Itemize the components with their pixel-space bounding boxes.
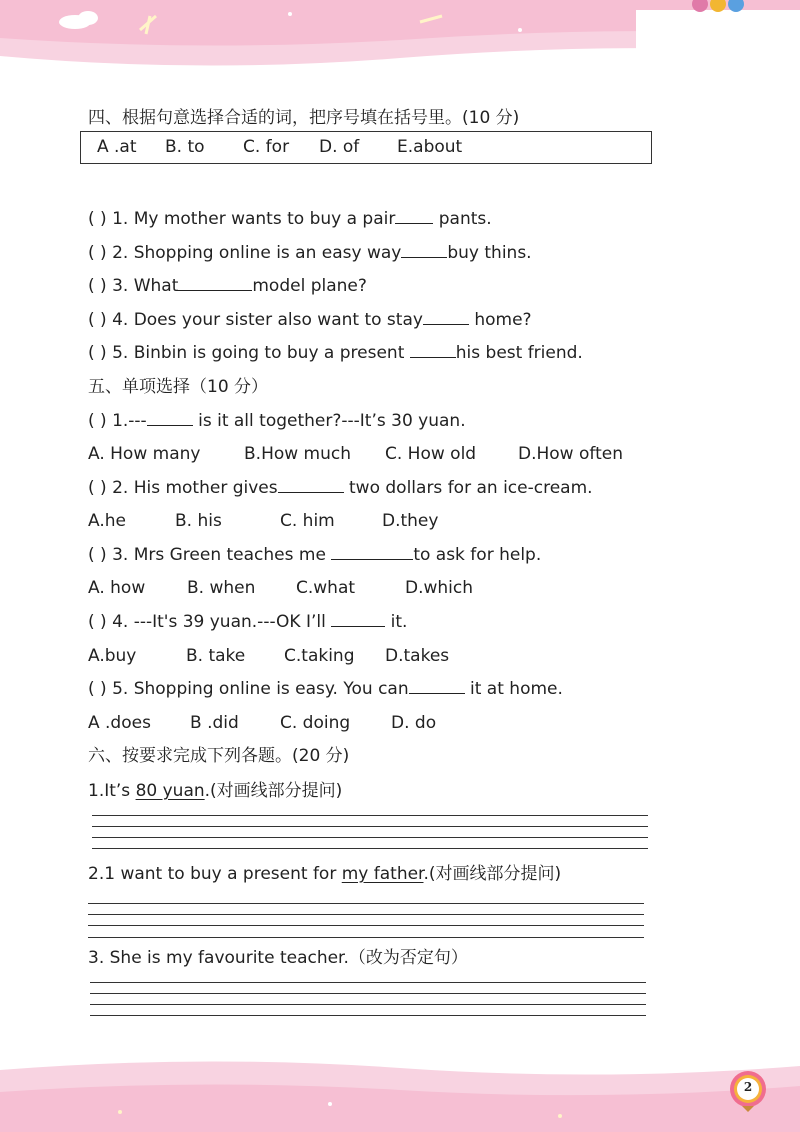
answer-blank[interactable] [147,409,193,426]
s5-q5-choice-c[interactable]: C. doing [280,713,351,733]
answer-line[interactable] [92,837,648,838]
s4-question-1: ( ) 1. My mother wants to buy a pair pants. [88,209,492,229]
s5-q1-choice-a[interactable]: A. How many [88,444,201,464]
answer-line[interactable] [92,848,648,849]
answer-blank[interactable] [395,207,433,224]
s6-question-2: 2.1 want to buy a present for my father.(对画线部分提问) [88,864,562,884]
s5-q3-choice-b[interactable]: B. when [187,578,256,598]
answer-blank[interactable] [401,241,447,258]
underlined-phrase: my father [341,864,424,884]
section5-heading: 五、单项选择（10 分） [88,377,269,397]
section4-heading: 四、根据句意选择合适的词，把序号填在括号里。(10 分) [88,108,520,128]
page-number-badge [726,1069,770,1113]
s5-q3-choice-d[interactable]: D.which [405,578,474,598]
option-d: D. of [319,137,360,157]
s5-q3-choice-c[interactable]: C.what [296,578,356,598]
s5-q5-choice-d[interactable]: D. do [391,713,437,733]
s5-question-4: ( ) 4. ---It's 39 yuan.---OK I’ll it. [88,612,408,632]
s4-question-4: ( ) 4. Does your sister also want to stay home? [88,310,532,330]
answer-line[interactable] [88,903,644,904]
s5-q4-choice-b[interactable]: B. take [186,646,246,666]
answer-line[interactable] [88,937,644,938]
section6-heading: 六、按要求完成下列各题。(20 分) [88,746,350,766]
s5-q1-choice-b[interactable]: B.How much [244,444,352,464]
s5-q4-choice-a[interactable]: A.buy [88,646,137,666]
answer-blank[interactable] [409,677,465,694]
answer-line[interactable] [90,1004,646,1005]
s5-question-5: ( ) 5. Shopping online is easy. You can it at home. [88,679,563,699]
answer-blank[interactable] [178,274,252,291]
s4-question-3: ( ) 3. What model plane? [88,276,367,296]
s5-q2-choice-c[interactable]: C. him [280,511,335,531]
s4-question-2: ( ) 2. Shopping online is an easy way buy thins. [88,243,532,263]
underlined-phrase: 80 yuan [135,781,205,801]
s5-q2-choice-a[interactable]: A.he [88,511,126,531]
answer-line[interactable] [92,826,648,827]
s4-question-5: ( ) 5. Binbin is going to buy a present his best friend. [88,343,583,363]
bottom-decoration [0,1052,800,1132]
answer-blank[interactable] [423,308,469,325]
page-number: 2 [743,1080,753,1094]
top-decoration [0,0,800,80]
s5-question-3: ( ) 3. Mrs Green teaches me to ask for help. [88,545,542,565]
s5-question-1: ( ) 1.--- is it all together?---It’s 30 yuan. [88,411,466,431]
option-a: A .at [97,137,137,157]
s6-question-3: 3. She is my favourite teacher.（改为否定句） [88,948,468,968]
answer-blank[interactable] [278,476,344,493]
s5-question-2: ( ) 2. His mother gives two dollars for an ice-cream. [88,478,593,498]
s5-q4-choice-d[interactable]: D.takes [385,646,450,666]
s5-q3-choice-a[interactable]: A. how [88,578,146,598]
option-e: E.about [397,137,463,157]
s5-q5-choice-b[interactable]: B .did [190,713,239,733]
s5-q2-choice-b[interactable]: B. his [175,511,222,531]
s5-q5-choice-a[interactable]: A .does [88,713,151,733]
s5-q1-choice-c[interactable]: C. How old [385,444,477,464]
answer-line[interactable] [88,914,644,915]
option-b: B. to [165,137,205,157]
answer-line[interactable] [90,982,646,983]
s5-q1-choice-d[interactable]: D.How often [518,444,623,464]
answer-line[interactable] [88,925,644,926]
answer-blank[interactable] [331,543,413,560]
s5-q4-choice-c[interactable]: C.taking [284,646,355,666]
answer-blank[interactable] [331,610,385,627]
answer-line[interactable] [90,1015,646,1016]
s6-question-1: 1.It’s 80 yuan.(对画线部分提问) [88,781,343,801]
s5-q2-choice-d[interactable]: D.they [382,511,439,531]
word-options-box [80,131,652,164]
answer-line[interactable] [90,993,646,994]
answer-blank[interactable] [410,341,456,358]
option-c: C. for [243,137,290,157]
answer-line[interactable] [92,815,648,816]
